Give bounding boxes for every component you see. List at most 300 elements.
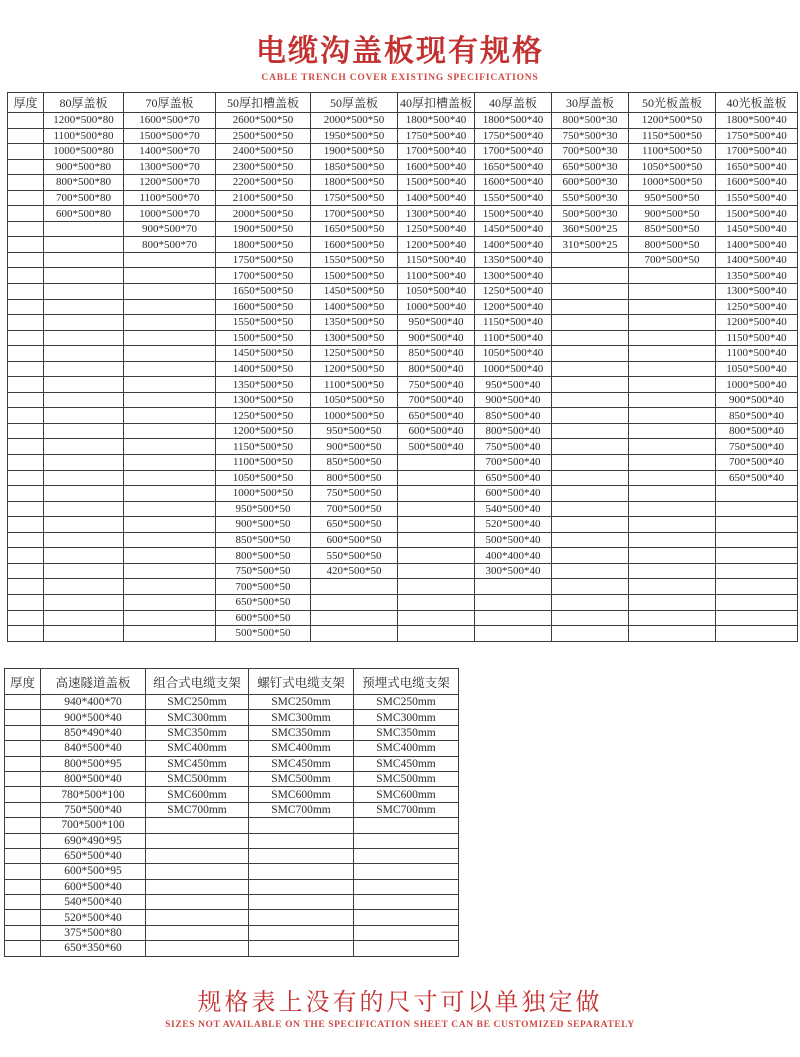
spec-cell: 1150*500*40 [398, 252, 475, 268]
spec-cell: 700*500*40 [475, 455, 552, 471]
spec-cell: 420*500*50 [311, 563, 398, 579]
spec-cell: 500*500*30 [552, 206, 629, 222]
spec-cell: 850*500*50 [216, 532, 311, 548]
spec-cell [629, 501, 716, 517]
spec-cell: 1150*500*40 [716, 330, 798, 346]
spec-cell: SMC500mm [249, 771, 354, 786]
spec-cell: 650*500*40 [398, 408, 475, 424]
spec-cell [44, 470, 124, 486]
spec-cell [5, 695, 41, 710]
spec-cell [629, 532, 716, 548]
spec-cell: SMC700mm [146, 802, 249, 817]
spec-cell [629, 579, 716, 595]
spec-cell [629, 594, 716, 610]
spec-cell: 800*500*50 [311, 470, 398, 486]
spec-cell [124, 563, 216, 579]
spec-cell: 800*500*40 [475, 423, 552, 439]
spec-cell: 700*500*40 [716, 455, 798, 471]
header-row [5, 669, 459, 695]
spec-cell [552, 455, 629, 471]
spec-cell [8, 113, 44, 129]
spec-cell: 900*500*50 [629, 206, 716, 222]
spec-cell: 700*500*40 [398, 392, 475, 408]
spec-cell: 1500*500*40 [398, 175, 475, 191]
spec-cell [716, 563, 798, 579]
spec-cell [8, 252, 44, 268]
spec-cell: 1800*500*40 [475, 113, 552, 129]
spec-cell: 1000*500*70 [124, 206, 216, 222]
spec-cell: 520*500*40 [41, 910, 146, 925]
spec-cell [146, 833, 249, 848]
spec-cell: 360*500*25 [552, 221, 629, 237]
spec-cell: 650*500*40 [41, 848, 146, 863]
spec-cell: 1600*500*40 [475, 175, 552, 191]
spec-cell [552, 548, 629, 564]
spec-cell [124, 594, 216, 610]
spec-cell [552, 408, 629, 424]
spec-cell: 1400*500*40 [716, 252, 798, 268]
table-row [8, 144, 798, 160]
spec-cell [552, 486, 629, 502]
spec-cell [249, 925, 354, 940]
spec-cell: 1000*500*50 [216, 486, 311, 502]
spec-cell: 800*500*40 [41, 771, 146, 786]
spec-cell [5, 910, 41, 925]
spec-cell: 650*350*60 [41, 941, 146, 956]
column-header: 40厚扣槽盖板 [398, 93, 475, 113]
spec-cell: 900*500*40 [398, 330, 475, 346]
spec-cell: SMC450mm [146, 756, 249, 771]
spec-cell [5, 771, 41, 786]
spec-cell [44, 330, 124, 346]
document-footer [0, 982, 800, 1030]
spec-cell: 600*500*30 [552, 175, 629, 191]
table-row [8, 159, 798, 175]
spec-cell [8, 439, 44, 455]
table-row [8, 206, 798, 222]
spec-cell: SMC600mm [354, 787, 459, 802]
spec-cell [552, 315, 629, 331]
spec-cell: 1300*500*40 [398, 206, 475, 222]
spec-cell: 2200*500*50 [216, 175, 311, 191]
spec-cell [146, 895, 249, 910]
spec-cell [124, 361, 216, 377]
spec-cell: 1100*500*40 [398, 268, 475, 284]
spec-cell [629, 299, 716, 315]
table-row [5, 864, 459, 879]
spec-cell [629, 392, 716, 408]
spec-cell [124, 330, 216, 346]
spec-cell [716, 486, 798, 502]
spec-cell: 1150*500*50 [629, 128, 716, 144]
spec-cell: 900*500*50 [311, 439, 398, 455]
table-row [8, 237, 798, 253]
spec-cell [249, 910, 354, 925]
spec-cell: 600*500*95 [41, 864, 146, 879]
spec-cell: 1700*500*40 [398, 144, 475, 160]
spec-cell: 1350*500*40 [475, 252, 552, 268]
spec-cell: 750*500*40 [398, 377, 475, 393]
spec-cell [629, 408, 716, 424]
spec-cell: 2400*500*50 [216, 144, 311, 160]
spec-cell: 1700*500*50 [311, 206, 398, 222]
spec-cell [475, 594, 552, 610]
column-header: 厚度 [8, 93, 44, 113]
spec-cell [8, 626, 44, 642]
spec-cell [146, 910, 249, 925]
column-header: 50厚盖板 [311, 93, 398, 113]
spec-cell: 1450*500*40 [475, 221, 552, 237]
spec-cell [249, 941, 354, 956]
column-header: 高速隧道盖板 [41, 669, 146, 695]
spec-cell: 800*500*40 [398, 361, 475, 377]
spec-cell: 1500*500*40 [475, 206, 552, 222]
spec-cell: 1100*500*40 [716, 346, 798, 362]
spec-cell: SMC250mm [354, 695, 459, 710]
table-row [8, 377, 798, 393]
spec-cell: 1000*500*40 [716, 377, 798, 393]
spec-cell: 1300*500*40 [475, 268, 552, 284]
spec-cell: 900*500*40 [41, 710, 146, 725]
spec-cell: 1400*500*70 [124, 144, 216, 160]
spec-cell [44, 315, 124, 331]
spec-cell [5, 848, 41, 863]
spec-cell: 1600*500*40 [398, 159, 475, 175]
spec-cell [354, 925, 459, 940]
spec-cell [8, 144, 44, 160]
spec-cell: 400*400*40 [475, 548, 552, 564]
table-row [5, 710, 459, 725]
table-row [5, 756, 459, 771]
spec-cell: 1400*500*40 [716, 237, 798, 253]
spec-cell: 1550*500*50 [311, 252, 398, 268]
spec-cell [8, 377, 44, 393]
spec-cell: 1300*500*50 [216, 392, 311, 408]
spec-cell [311, 594, 398, 610]
spec-cell: 1450*500*50 [216, 346, 311, 362]
spec-cell: 800*500*50 [629, 237, 716, 253]
column-header: 螺钉式电缆支架 [249, 669, 354, 695]
spec-cell: 1600*500*50 [216, 299, 311, 315]
spec-cell: 500*500*40 [398, 439, 475, 455]
spec-cell: SMC500mm [354, 771, 459, 786]
table-row [5, 925, 459, 940]
spec-cell [44, 594, 124, 610]
spec-cell [146, 818, 249, 833]
spec-cell [124, 423, 216, 439]
spec-cell: 1500*500*50 [216, 330, 311, 346]
spec-cell: 1800*500*40 [716, 113, 798, 129]
spec-cell: SMC450mm [354, 756, 459, 771]
spec-cell [354, 864, 459, 879]
spec-cell: 1300*500*50 [311, 330, 398, 346]
spec-cell [124, 470, 216, 486]
spec-cell [124, 548, 216, 564]
spec-cell [249, 833, 354, 848]
spec-cell [124, 299, 216, 315]
column-header: 50厚扣槽盖板 [216, 93, 311, 113]
spec-cell: SMC250mm [146, 695, 249, 710]
spec-cell [8, 361, 44, 377]
spec-cell [629, 330, 716, 346]
spec-cell [8, 594, 44, 610]
spec-cell: SMC450mm [249, 756, 354, 771]
table-row [5, 941, 459, 956]
table-row [8, 594, 798, 610]
spec-cell: 1200*500*80 [44, 113, 124, 129]
spec-cell [124, 517, 216, 533]
spec-cell [146, 925, 249, 940]
spec-cell [44, 501, 124, 517]
spec-cell: 1250*500*40 [716, 299, 798, 315]
spec-cell: 1000*500*80 [44, 144, 124, 160]
spec-cell: 1000*500*50 [311, 408, 398, 424]
spec-cell: 1600*500*50 [311, 237, 398, 253]
spec-cell [146, 864, 249, 879]
page-subtitle: CABLE TRENCH COVER EXISTING SPECIFICATIONS [261, 73, 539, 83]
spec-cell [8, 579, 44, 595]
spec-cell: 780*500*100 [41, 787, 146, 802]
spec-cell [475, 626, 552, 642]
spec-cell [552, 423, 629, 439]
spec-cell [8, 548, 44, 564]
column-header: 50光板盖板 [629, 93, 716, 113]
spec-cell: 1550*500*50 [216, 315, 311, 331]
spec-cell [552, 439, 629, 455]
spec-cell [311, 610, 398, 626]
spec-cell: 1200*500*40 [475, 299, 552, 315]
spec-cell: 650*500*50 [311, 517, 398, 533]
spec-cell: 650*500*40 [475, 470, 552, 486]
spec-cell: 1900*500*50 [216, 221, 311, 237]
spec-cell: 1400*500*40 [475, 237, 552, 253]
spec-cell: 750*500*40 [41, 802, 146, 817]
spec-cell [552, 470, 629, 486]
spec-cell: 1400*500*40 [398, 190, 475, 206]
table-row [8, 610, 798, 626]
spec-cell [716, 579, 798, 595]
spec-cell [398, 548, 475, 564]
spec-cell [124, 315, 216, 331]
spec-cell: 950*500*50 [311, 423, 398, 439]
spec-cell [44, 346, 124, 362]
spec-cell [311, 626, 398, 642]
spec-cell [552, 594, 629, 610]
spec-cell: 1250*500*50 [216, 408, 311, 424]
table-row [8, 548, 798, 564]
spec-cell [629, 517, 716, 533]
table-row [8, 190, 798, 206]
spec-cell [475, 610, 552, 626]
spec-cell [629, 377, 716, 393]
spec-cell [124, 439, 216, 455]
spec-cell [5, 895, 41, 910]
spec-cell [629, 284, 716, 300]
spec-cell: 1100*500*50 [311, 377, 398, 393]
spec-cell: 1050*500*40 [716, 361, 798, 377]
spec-cell [124, 392, 216, 408]
spec-cell [354, 848, 459, 863]
spec-cell [398, 501, 475, 517]
table-row [8, 470, 798, 486]
spec-cell [8, 346, 44, 362]
tunnel-cover-and-bracket-table [4, 668, 459, 957]
spec-cell: 2100*500*50 [216, 190, 311, 206]
spec-cell: 1650*500*50 [311, 221, 398, 237]
document-header [0, 26, 800, 83]
spec-cell [398, 626, 475, 642]
table-row [5, 771, 459, 786]
spec-cell: 700*500*30 [552, 144, 629, 160]
spec-cell: 850*490*40 [41, 725, 146, 740]
table-row [5, 910, 459, 925]
spec-cell: 900*500*40 [716, 392, 798, 408]
spec-cell [44, 221, 124, 237]
spec-cell: 1250*500*50 [311, 346, 398, 362]
spec-cell: 1800*500*50 [216, 237, 311, 253]
spec-cell [8, 159, 44, 175]
spec-cell: SMC300mm [146, 710, 249, 725]
table-row [5, 695, 459, 710]
spec-cell: 1200*500*50 [311, 361, 398, 377]
spec-cell [716, 548, 798, 564]
table-row [5, 895, 459, 910]
spec-cell [124, 455, 216, 471]
spec-cell: SMC350mm [146, 725, 249, 740]
spec-cell [124, 610, 216, 626]
spec-cell [8, 268, 44, 284]
table-row [8, 128, 798, 144]
column-header: 厚度 [5, 669, 41, 695]
spec-cell: 1300*500*40 [716, 284, 798, 300]
spec-cell: 1650*500*50 [216, 284, 311, 300]
spec-cell: 600*500*40 [398, 423, 475, 439]
table-row [8, 221, 798, 237]
spec-cell [44, 392, 124, 408]
spec-cell [146, 941, 249, 956]
spec-cell [5, 941, 41, 956]
spec-cell: 1900*500*50 [311, 144, 398, 160]
spec-cell [44, 361, 124, 377]
spec-cell [716, 517, 798, 533]
spec-cell: 1250*500*40 [398, 221, 475, 237]
spec-cell [398, 563, 475, 579]
spec-cell [8, 315, 44, 331]
spec-cell [552, 268, 629, 284]
table-row [5, 833, 459, 848]
spec-cell: 520*500*40 [475, 517, 552, 533]
spec-cell [716, 610, 798, 626]
spec-cell [354, 879, 459, 894]
table-row [5, 818, 459, 833]
spec-cell [44, 517, 124, 533]
spec-cell [552, 392, 629, 408]
spec-cell: 1000*500*40 [475, 361, 552, 377]
spec-cell [44, 268, 124, 284]
spec-cell: 1400*500*50 [311, 299, 398, 315]
spec-cell [8, 408, 44, 424]
spec-cell: 1200*500*70 [124, 175, 216, 191]
header-row [8, 93, 798, 113]
spec-cell: 1050*500*40 [475, 346, 552, 362]
table-row [8, 284, 798, 300]
spec-cell: 1750*500*50 [216, 252, 311, 268]
table-row [8, 361, 798, 377]
spec-cell: 2000*500*50 [216, 206, 311, 222]
spec-cell [552, 610, 629, 626]
cover-plate-spec-table [7, 92, 798, 642]
spec-cell: 1650*500*40 [716, 159, 798, 175]
spec-cell [249, 879, 354, 894]
spec-cell: SMC250mm [249, 695, 354, 710]
spec-cell: 800*500*95 [41, 756, 146, 771]
spec-cell: 900*500*70 [124, 221, 216, 237]
spec-cell: 700*500*50 [629, 252, 716, 268]
spec-cell: 1650*500*40 [475, 159, 552, 175]
spec-cell: 2500*500*50 [216, 128, 311, 144]
spec-cell: 1750*500*40 [475, 128, 552, 144]
spec-cell: 1300*500*70 [124, 159, 216, 175]
spec-cell: 650*500*30 [552, 159, 629, 175]
spec-cell: 1350*500*40 [716, 268, 798, 284]
spec-cell [44, 548, 124, 564]
spec-cell [629, 610, 716, 626]
spec-cell: 800*500*80 [44, 175, 124, 191]
spec-cell: 600*500*50 [216, 610, 311, 626]
spec-cell: 540*500*40 [475, 501, 552, 517]
spec-cell: 1800*500*50 [311, 175, 398, 191]
spec-cell [249, 895, 354, 910]
spec-cell [552, 330, 629, 346]
spec-cell: SMC400mm [354, 741, 459, 756]
spec-cell: 600*500*50 [311, 532, 398, 548]
spec-cell: 1550*500*40 [475, 190, 552, 206]
table-row [8, 299, 798, 315]
spec-cell: 1700*500*50 [216, 268, 311, 284]
table-row [8, 392, 798, 408]
spec-cell: 750*500*50 [216, 563, 311, 579]
spec-cell [5, 725, 41, 740]
spec-cell [44, 377, 124, 393]
table-row [8, 532, 798, 548]
spec-cell [552, 299, 629, 315]
spec-cell [552, 346, 629, 362]
table-row [8, 579, 798, 595]
spec-cell: 850*500*40 [398, 346, 475, 362]
custom-size-note-zh: 规格表上没有的尺寸可以单独定做 [197, 990, 603, 1016]
column-header: 30厚盖板 [552, 93, 629, 113]
spec-cell [8, 190, 44, 206]
spec-cell [124, 377, 216, 393]
spec-cell [5, 833, 41, 848]
spec-cell [44, 284, 124, 300]
table-row [8, 626, 798, 642]
column-header: 40厚盖板 [475, 93, 552, 113]
spec-cell [716, 501, 798, 517]
spec-cell [629, 486, 716, 502]
spec-cell [8, 284, 44, 300]
spec-cell [44, 237, 124, 253]
spec-cell: 690*490*95 [41, 833, 146, 848]
spec-cell [398, 594, 475, 610]
spec-cell [629, 268, 716, 284]
spec-cell [44, 610, 124, 626]
spec-cell [552, 284, 629, 300]
spec-cell: 600*500*40 [475, 486, 552, 502]
table-row [5, 725, 459, 740]
spec-cell [354, 833, 459, 848]
spec-cell [146, 879, 249, 894]
